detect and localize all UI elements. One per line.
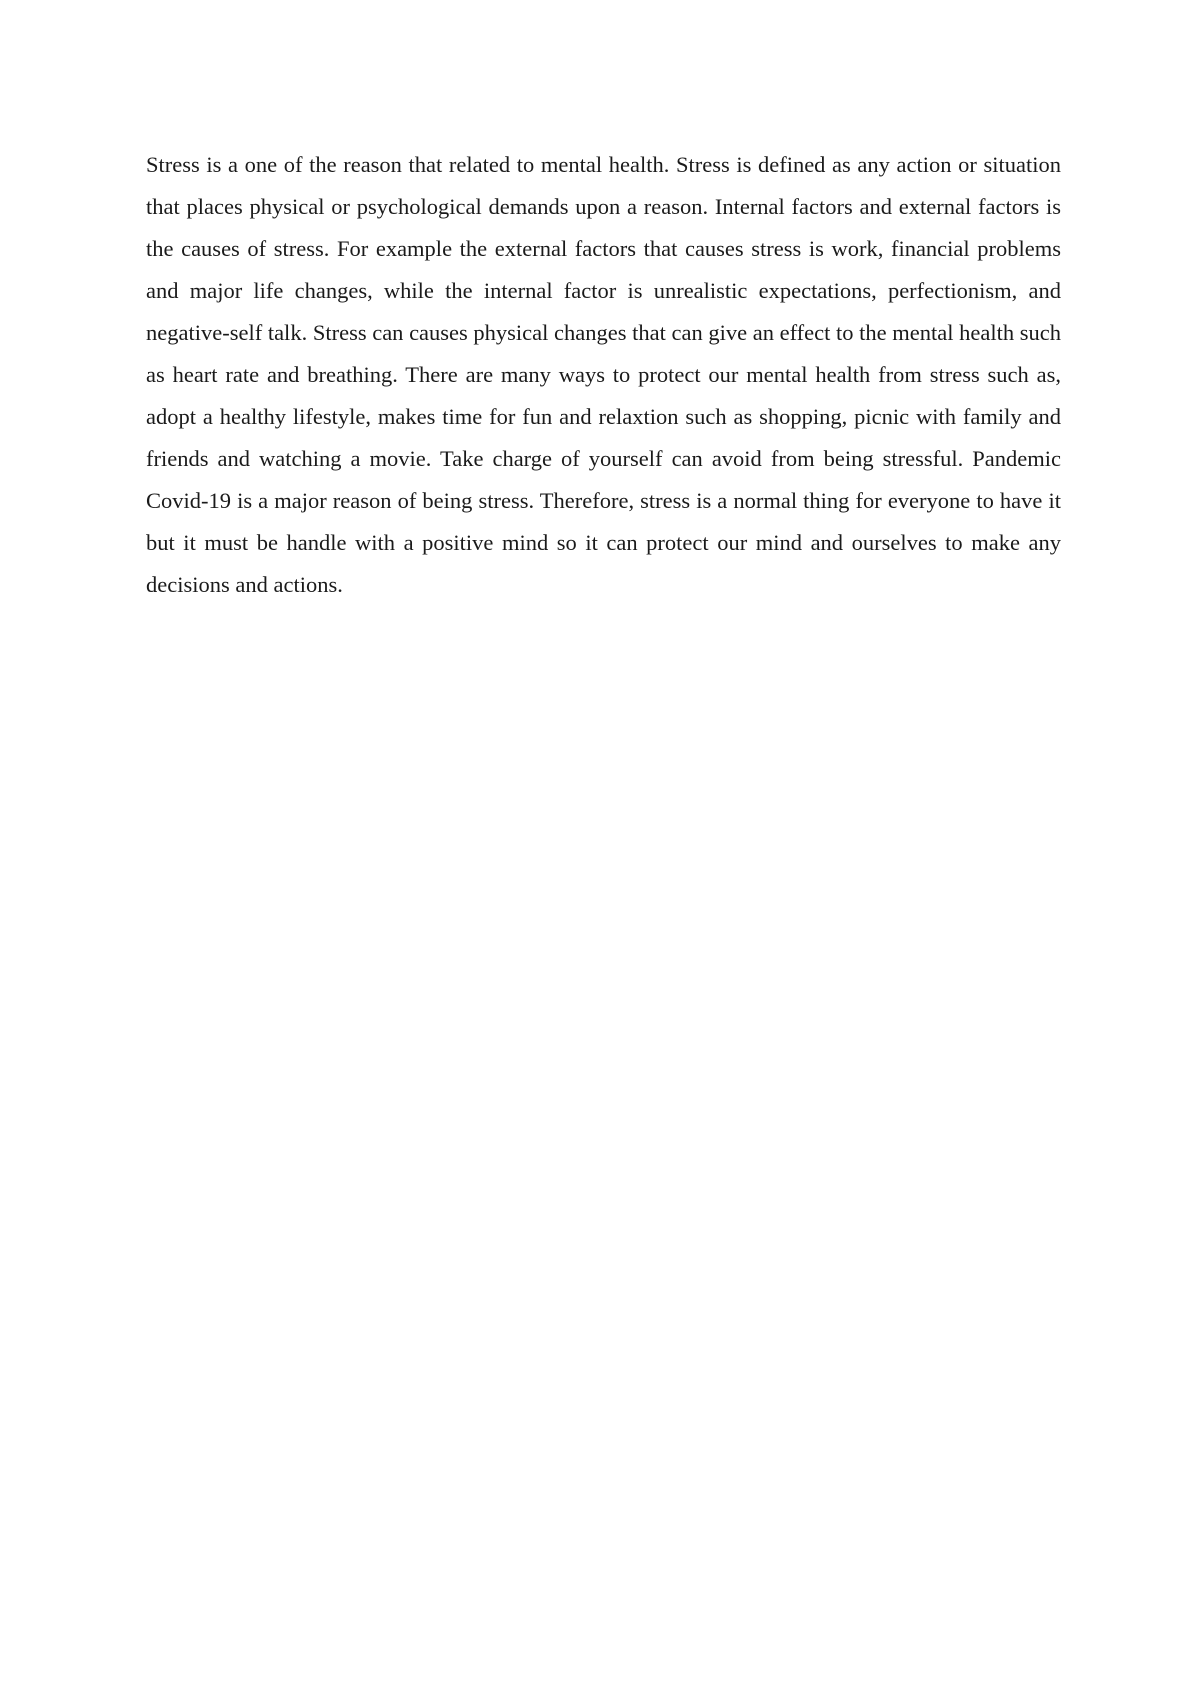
body-paragraph: Stress is a one of the reason that related to mental health. Stress is defined as any action or situation that places physical or psychological demands upon a reason. Internal factors and external factors is the causes of stress. For example the external factors that causes stress is work, financial problems and major life changes, while the internal factor is unrealistic expectations, perfectionism, and negative-self talk. Stress can causes physical changes that can give an effect to the mental health such as heart rate and breathing. There are many ways to protect our mental health from stress such as, adopt a healthy lifestyle, makes time for fun and relaxtion such as shopping, picnic with family and friends and watching a movie. Take charge of yourself can avoid from being stressful. Pandemic Covid-19 is a major reason of being stress. Therefore, stress is a normal thing for everyone to have it but it must be handle with a positive mind so it can protect our mind and ourselves to make any decisions and actions. (146, 152, 1061, 597)
